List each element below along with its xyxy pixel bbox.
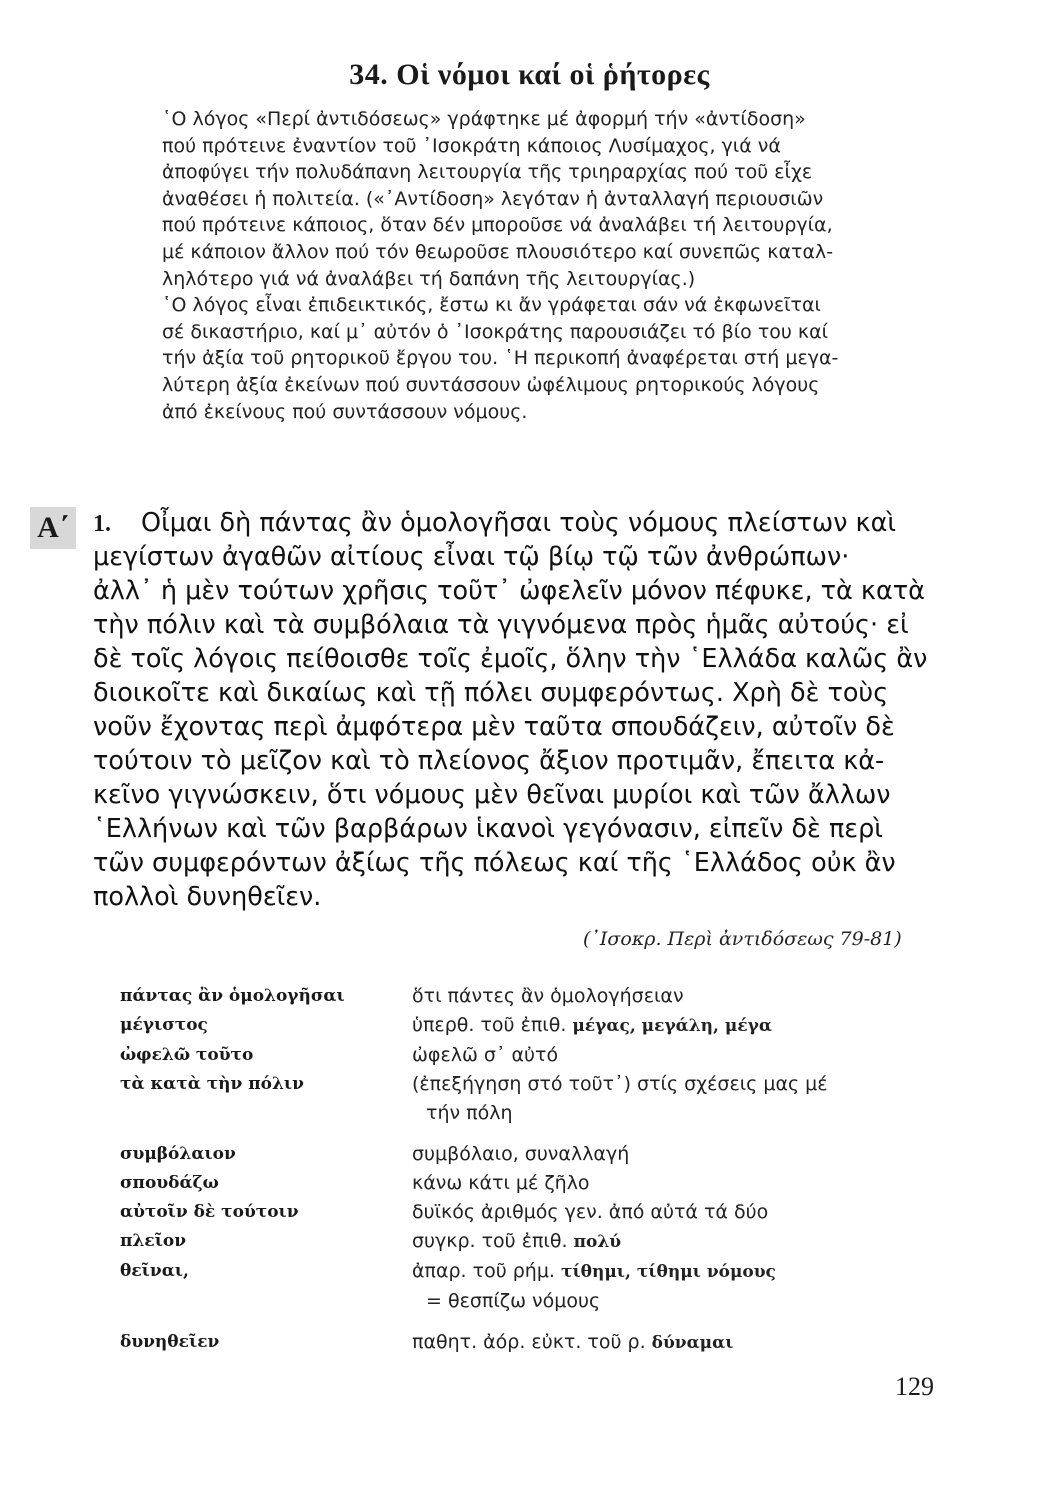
glossary-term: πλεῖον — [120, 1231, 187, 1251]
glossary-term: σπουδάζω — [120, 1173, 219, 1193]
glossary-row — [120, 1011, 920, 1041]
glossary-term: ὠφελῶ τοῦτο — [120, 1045, 254, 1065]
text-line: δὲ τοῖς λόγοις πείθοισθε τοῖς ἐμοῖς, ὅλην τὴν ῾Ελλάδα καλῶς ἂν — [93, 644, 928, 674]
text-line: διοικοῖτε καὶ δικαίως καὶ τῇ πόλει συμφερόντως. Χρὴ δὲ τοὺς — [93, 678, 889, 708]
glossary-term: θεῖναι, — [120, 1261, 189, 1281]
glossary-term: πάντας ἂν ὁμολογῆσαι — [120, 986, 345, 1006]
text-line: τούτοιν τὸ μεῖζον καὶ τὸ πλείονος ἄξιον προτιμᾶν, ἔπειτα κἀ- — [93, 746, 885, 776]
source-citation: (᾽Ισοκρ. Περὶ ἀντιδόσεως 79-81) — [583, 928, 902, 950]
glossary-term: συμβόλαιον — [120, 1144, 236, 1164]
glossary-row — [120, 982, 920, 1011]
intro-line: μέ κάποιον ἄλλον πού τόν θεωροῦσε πλουσιότερο καί συνεπῶς καταλ- — [162, 240, 834, 263]
intro-line: πού πρότεινε κάποιος, ὅταν δέν μποροῦσε νά ἀναλάβει τή λειτουργία, — [162, 214, 833, 237]
glossary-row — [120, 1169, 920, 1198]
glossary-definition: ὅτι πάντες ἂν ὁμολογήσειαν — [412, 985, 684, 1007]
glossary-definition: ὑπερθ. τοῦ ἐπιθ. μέγας, μεγάλη, μέγα — [412, 1014, 772, 1036]
text-line: κεῖνο γιγνώσκειν, ὅτι νόμους μὲν θεῖναι μυρίοι καὶ τῶν ἄλλων — [93, 780, 891, 810]
glossary-definition: (ἐπεξήγηση στό τοῦτ᾽) στίς σχέσεις μας μέ τήν πόλη — [412, 1073, 828, 1124]
intro-line: σέ δικαστήριο, καί μ᾽ αὐτόν ὁ ᾽Ισοκράτης παρουσιάζει τό βίο του καί — [162, 320, 829, 343]
page-title: 34. Οἱ νόμοι καί οἱ ῥήτορες — [349, 58, 710, 91]
glossary-definition: παθητ. ἀόρ. εὐκτ. τοῦ ρ. δύναμαι — [412, 1331, 734, 1353]
glossary-term: αὐτοῖν δὲ τούτοιν — [120, 1202, 299, 1222]
intro-line: ῾Ο λόγος «Περί ἀντιδόσεως» γράφτηκε μέ ἀφορμή τήν «ἀντίδοση» — [162, 108, 806, 130]
intro-paragraph-2 — [162, 292, 942, 425]
text-line: τὴν πόλιν καὶ τὰ συμβόλαια τὰ γιγνόμενα πρὸς ἡμᾶς αὐτούς· εἰ — [93, 610, 909, 640]
intro-line: ληλότερο γιά νά ἀναλάβει τή δαπάνη τῆς λειτουργίας.) — [162, 267, 696, 290]
section-marker: Α΄ — [30, 507, 76, 549]
glossary-definition: δυϊκός ἀριθμός γεν. ἀπό αὐτά τά δύο — [412, 1201, 769, 1223]
glossary-row — [120, 1140, 920, 1169]
glossary-row — [120, 1041, 920, 1070]
glossary-row — [120, 1257, 920, 1316]
glossary-definition: συμβόλαιο, συναλλαγή — [412, 1143, 630, 1165]
text-line: μεγίστων ἀγαθῶν αἰτίους εἶναι τῷ βίῳ τῷ τῶν ἀνθρώπων· — [93, 542, 850, 572]
page-number: 129 — [895, 1372, 934, 1401]
paragraph-number: 1. — [93, 511, 111, 537]
intro-line: λύτερη ἀξία ἐκείνων πού συντάσσουν ὠφέλιμους ρητορικούς λόγους — [162, 373, 820, 396]
text-line: ῾Ελλήνων καὶ τῶν βαρβάρων ἱκανοὶ γεγόνασιν, εἰπεῖν δὲ περὶ — [93, 814, 883, 844]
text-line: πολλοὶ δυνηθεῖεν. — [93, 882, 322, 912]
glossary-row — [120, 1328, 920, 1358]
glossary-term: μέγιστος — [120, 1015, 208, 1035]
intro-paragraph-1 — [162, 106, 942, 292]
glossary-definition: κάνω κάτι μέ ζῆλο — [412, 1172, 590, 1194]
intro-line: ῾Ο λόγος εἶναι ἐπιδεικτικός, ἔστω κι ἄν γράφεται σάν νά ἐκφωνεῖται — [162, 294, 821, 317]
glossary — [120, 982, 920, 1358]
text-line: τῶν συμφερόντων ἀξίως τῆς πόλεως καί τῆς ῾Ελλάδος οὐκ ἂν — [93, 848, 896, 878]
glossary-definition: ὠφελῶ σ᾽ αὐτό — [412, 1044, 559, 1066]
glossary-definition: ἀπαρ. τοῦ ρήμ. τίθημι, τίθημι νόμους = θεσπίζω νόμους — [412, 1260, 776, 1312]
intro-line: πού πρότεινε ἐναντίον τοῦ ᾽Ισοκράτη κάποιος Λυσίμαχος, γιά νά — [162, 134, 781, 157]
intro-text — [162, 106, 942, 425]
text-line: ἀλλ᾽ ἡ μὲν τούτων χρῆσις τοῦτ᾽ ὠφελεῖν μόνον πέφυκε, τὰ κατὰ — [93, 576, 925, 606]
ancient-greek-text — [93, 506, 953, 914]
glossary-term: τὰ κατὰ τὴν πόλιν — [120, 1074, 304, 1094]
glossary-row — [120, 1070, 920, 1128]
glossary-definition: συγκρ. τοῦ ἐπιθ. πολύ — [412, 1230, 622, 1252]
text-line: Οἶμαι δὴ πάντας ἂν ὁμολογῆσαι τοὺς νόμους πλείστων καὶ — [141, 508, 897, 538]
intro-line: ἀποφύγει τήν πολυδάπανη λειτουργία τῆς τριηραρχίας πού τοῦ εἶχε — [162, 161, 813, 184]
text-line: νοῦν ἔχοντας περὶ ἀμφότερα μὲν ταῦτα σπουδάζειν, αὐτοῖν δὲ — [93, 712, 895, 742]
intro-line: τήν ἀξία τοῦ ρητορικοῦ ἔργου του. ῾Η περικοπή ἀναφέρεται στή μεγα- — [162, 347, 839, 370]
glossary-row — [120, 1198, 920, 1227]
glossary-term: δυνηθεῖεν — [120, 1332, 220, 1352]
glossary-row — [120, 1227, 920, 1257]
intro-line: ἀπό ἐκείνους πού συντάσσουν νόμους. — [162, 400, 528, 423]
intro-line: ἀναθέσει ἡ πολιτεία. («᾽Αντίδοση» λεγόταν ἡ ἀνταλλαγή περιουσιῶν — [162, 187, 824, 210]
